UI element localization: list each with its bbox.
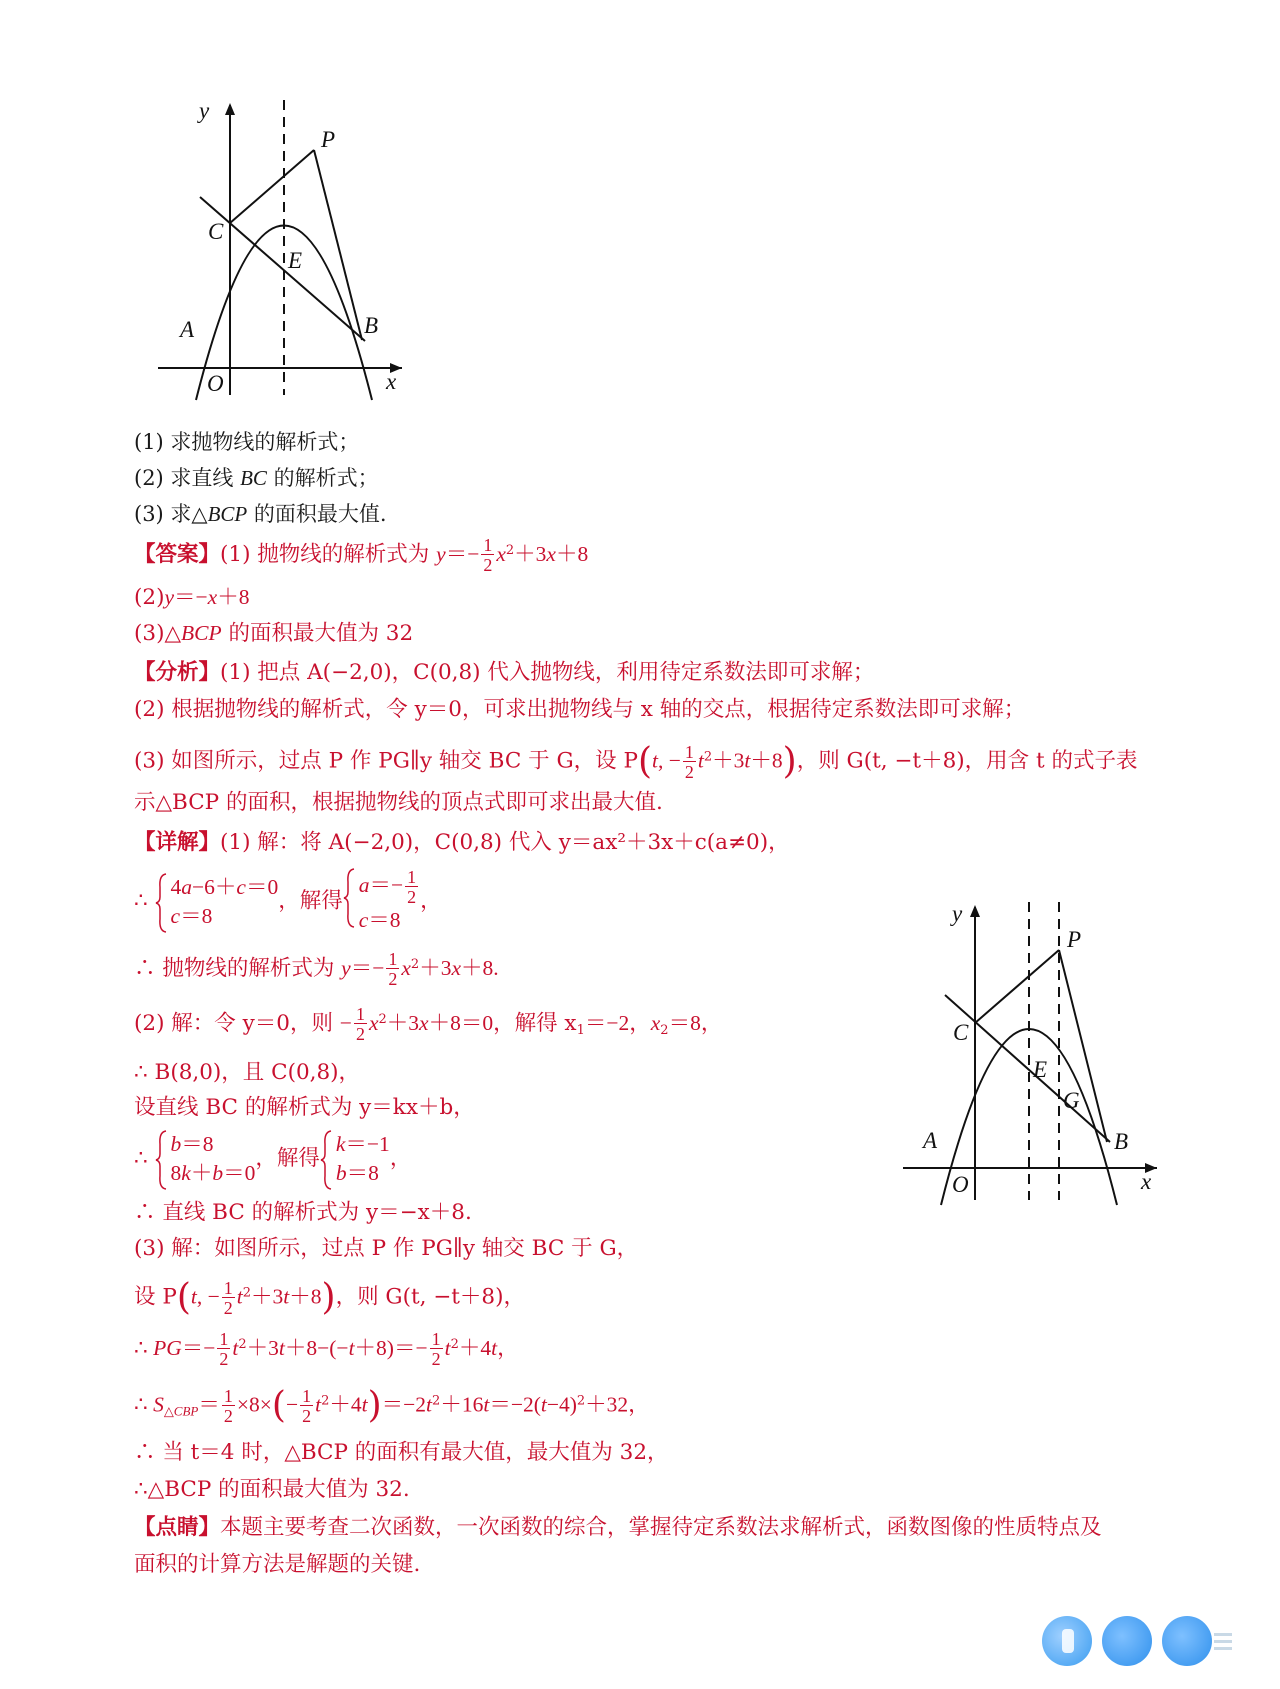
figure-parabola-2 — [895, 895, 1185, 1215]
analysis-line-2: (2) 根据抛物线的解析式，令 y＝0，可求出抛物线与 x 轴的交点，根据待定系数法即可求解； — [134, 697, 1026, 722]
answer-line-1: 【答案】(1) 抛物线的解析式为 y＝− $\frac{1}{2}$ $x^2+3x+8$ — [134, 535, 589, 575]
line-cp — [230, 150, 314, 223]
analysis-line-4: 示△BCP 的面积，根据抛物线的顶点式即可求出最大值. — [134, 790, 663, 815]
label-x: x — [1141, 1169, 1152, 1194]
page-nav-button-1[interactable] — [1042, 1616, 1092, 1666]
label-p: P — [321, 127, 336, 152]
page-nav-button-3[interactable] — [1162, 1616, 1212, 1666]
detail-line-5: ∴ B(8,0)，且 C(0,8)， — [134, 1060, 361, 1085]
answer-line-2: (2)y＝−x＋8 — [134, 585, 250, 610]
figure-parabola-1 — [150, 95, 430, 405]
detail-line-10: 设 P(t, − $\frac{1}{2}$ $t^2+3t+8$)，则 G(t, −t＋8)， — [134, 1277, 525, 1318]
label-o: O — [952, 1172, 969, 1197]
line-cb — [945, 995, 1110, 1142]
line-cb — [200, 197, 365, 341]
label-e: E — [1033, 1057, 1048, 1082]
label-y: y — [952, 901, 963, 926]
line-pb — [1059, 950, 1107, 1142]
detail-system-1: ∴ 4a−6＋c＝0 c＝8 ，解得 a＝− $\frac{1}{2}$ c＝8 ， — [134, 867, 442, 932]
question-2: (2) 求直线 BC 的解析式； — [134, 466, 379, 490]
label-c: C — [953, 1020, 969, 1045]
line-pb — [314, 150, 362, 340]
detail-tag: 【详解】 — [134, 830, 221, 855]
detail-line-3: ∴ 抛物线的解析式为 y＝− $\frac{1}{2}$ $x^2+3x+8$. — [134, 949, 499, 989]
label-o: O — [207, 371, 224, 396]
detail-line-9: (3) 解：如图所示，过点 P 作 PG∥y 轴交 BC 于 G， — [134, 1236, 639, 1261]
label-y: y — [199, 98, 210, 123]
analysis-line-3: (3) 如图所示，过点 P 作 PG∥y 轴交 BC 于 G，设 P(t, − $\frac{1}{2}$ $t^2+3t+8$)，则 G(t, −t＋8)，用含 t 的式子表 — [134, 741, 1138, 782]
detail-line-14: ∴△BCP 的面积最大值为 32. — [134, 1477, 410, 1502]
line-cp — [975, 950, 1059, 1023]
question-1: (1) 求抛物线的解析式； — [134, 430, 360, 454]
detail-line-11: ∴ PG＝− $\frac{1}{2}$ $t^2+3t+8-(-t+8)=-$ $\frac{1}{2}$ $t^2+4t$， — [134, 1329, 519, 1369]
comment-line-2: 面积的计算方法是解题的关键. — [134, 1552, 421, 1577]
comment-line-1: 【点睛】本题主要考查二次函数，一次函数的综合，掌握待定系数法求解析式，函数图像的性质特点及 — [134, 1515, 1102, 1540]
detail-line-12: ∴ $S_{\triangle CBP}=$ $\frac{1}{2}$ ×8×(− $\frac{1}{2}$ $t^2+4t)=-2t^2+16t=-2(t-4)^2+32$， — [134, 1385, 650, 1426]
detail-line-4: (2) 解：令 y＝0，则 − $\frac{1}{2}$ $x^2+3x+8=0$，解得 $x_1=-2$，$x_2=8$， — [134, 1004, 723, 1044]
label-b: B — [364, 313, 379, 338]
detail-line-6: 设直线 BC 的解析式为 y＝kx＋b， — [134, 1095, 475, 1120]
menu-icon — [1214, 1633, 1232, 1636]
detail-line-8: ∴ 直线 BC 的解析式为 y＝−x＋8. — [134, 1200, 472, 1225]
label-a: A — [180, 317, 195, 342]
answer-tag: 【答案】 — [134, 542, 221, 567]
label-c: C — [208, 219, 224, 244]
label-b: B — [1114, 1129, 1129, 1154]
detail-line-13: ∴ 当 t＝4 时，△BCP 的面积有最大值，最大值为 32， — [134, 1440, 669, 1465]
analysis-line-1: 【分析】(1) 把点 A(−2,0)，C(0,8) 代入抛物线，利用待定系数法即可求解； — [134, 660, 875, 685]
comment-tag: 【点睛】 — [134, 1515, 221, 1540]
label-e: E — [288, 248, 303, 273]
page-nav-button-2[interactable] — [1102, 1616, 1152, 1666]
label-x: x — [386, 369, 397, 394]
label-p: P — [1067, 927, 1082, 952]
question-3: (3) 求△BCP 的面积最大值. — [134, 502, 387, 526]
analysis-tag: 【分析】 — [134, 660, 221, 685]
detail-line-1: 【详解】(1) 解：将 A(−2,0)，C(0,8) 代入 y＝ax²＋3x＋c(a≠0)， — [134, 830, 790, 855]
label-g: G — [1063, 1088, 1080, 1113]
page-indicator-icon — [1062, 1629, 1074, 1653]
detail-system-2: ∴ b＝8 8k＋b＝0 ，解得 k＝−1 b＝8 ， — [134, 1130, 411, 1188]
label-a: A — [923, 1128, 938, 1153]
answer-line-3: (3)△BCP 的面积最大值为 32 — [134, 621, 414, 646]
